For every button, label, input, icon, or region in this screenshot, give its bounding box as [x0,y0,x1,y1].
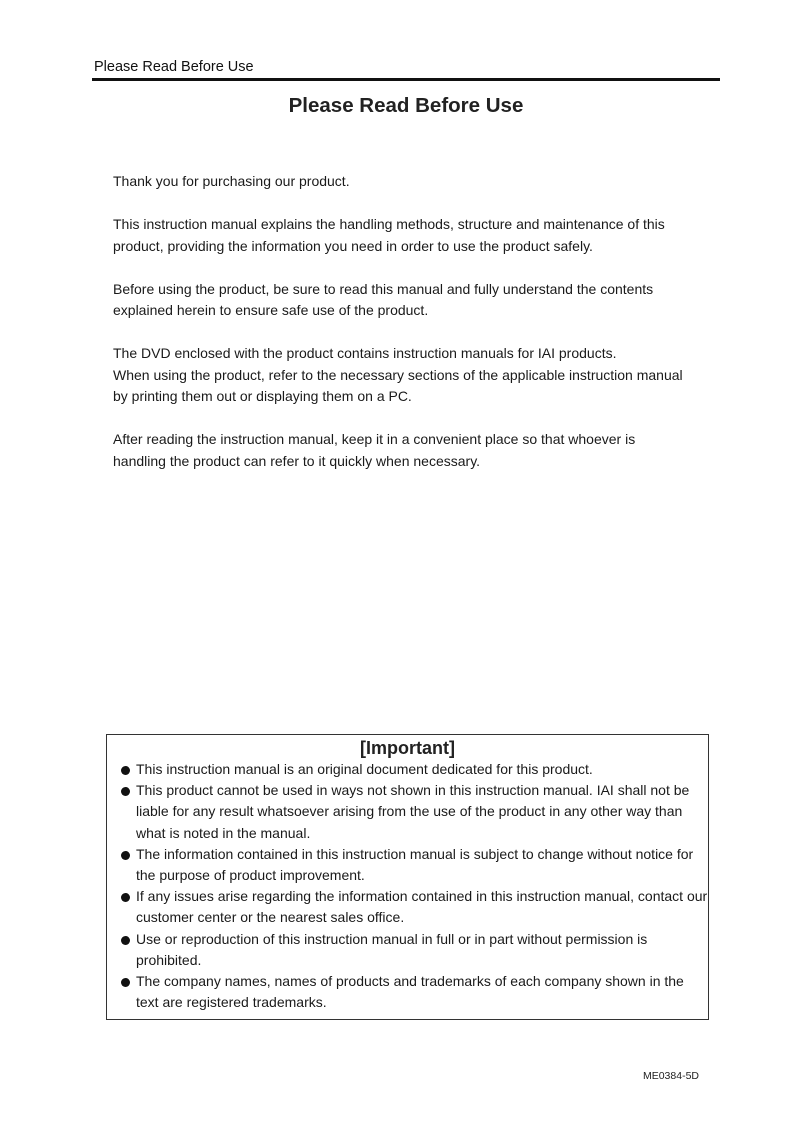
intro-paragraph [113,214,683,257]
important-item-text [136,780,706,844]
bullet-icon [121,766,130,775]
important-list-item [107,759,706,780]
intro-paragraph-line: Before using the product, be sure to read this manual and fully understand the contents [113,280,654,297]
important-item-line: text are registered trademarks. [136,994,327,1011]
bullet-icon [121,978,130,987]
intro-paragraph-line: Thank you for purchasing our product. [113,173,350,189]
intro-paragraph [113,429,683,472]
intro-paragraph-line: This instruction manual explains the handling methods, structure and maintenance of this [113,216,665,232]
page-title: Please Read Before Use [288,94,524,117]
important-item-line: liable for any result whatsoever arising from the use of the product in any other way than [136,803,683,820]
intro-paragraph-line: The DVD enclosed with the product contains instruction manuals for IAI products. [113,345,617,361]
intro-paragraph [113,171,683,193]
important-item-line: The information contained in this instruction manual is subject to change without notice for [136,845,694,862]
important-item-line: customer center or the nearest sales office. [136,909,405,926]
important-list-item [107,844,706,886]
important-item-line: The company names, names of products and trademarks of each company shown in the [136,973,684,990]
bullet-icon [121,936,130,945]
important-item-line: This instruction manual is an original document dedicated for this product. [136,761,593,777]
important-item-text [136,844,706,886]
important-item-text [136,929,706,971]
important-list-item [107,780,706,844]
important-item-line: what is noted in the manual. [136,824,311,841]
bullet-icon [121,893,130,902]
important-list-item [107,971,706,1013]
document-code: ME0384-5D [642,1070,699,1082]
important-item-text [136,886,706,928]
important-item-line: This product cannot be used in ways not shown in this instruction manual. IAI shall not be [136,782,690,799]
important-title: [Important] [360,738,455,758]
important-item-text [136,971,706,1013]
intro-section [113,171,683,494]
important-item-line: the purpose of product improvement. [136,867,365,884]
intro-paragraph-line: product, providing the information you need in order to use the product safely. [113,237,593,254]
intro-paragraph [113,343,683,408]
bullet-icon [121,787,130,796]
important-list-item [107,929,706,971]
running-header: Please Read Before Use [94,59,254,75]
intro-paragraph-line: by printing them out or displaying them on a PC. [113,388,412,404]
important-list [107,759,706,1013]
important-notice-box [106,734,709,1020]
important-list-item [107,886,706,928]
header-rule [92,78,720,81]
intro-paragraph [113,279,683,322]
important-item-line: Use or reproduction of this instruction manual in full or in part without permission is [136,930,648,947]
intro-paragraph-line: When using the product, refer to the necessary sections of the applicable instruction manual [113,366,683,383]
important-item-line: If any issues arise regarding the information contained in this instruction manual, contact our [136,888,708,905]
intro-paragraph-line: explained herein to ensure safe use of the product. [113,302,429,318]
bullet-icon [121,851,130,860]
intro-paragraph-line: After reading the instruction manual, keep it in a convenient place so that whoever is [113,431,636,447]
intro-paragraph-line: handling the product can refer to it quickly when necessary. [113,452,481,469]
important-item-text [136,759,706,780]
important-item-line: prohibited. [136,951,202,968]
